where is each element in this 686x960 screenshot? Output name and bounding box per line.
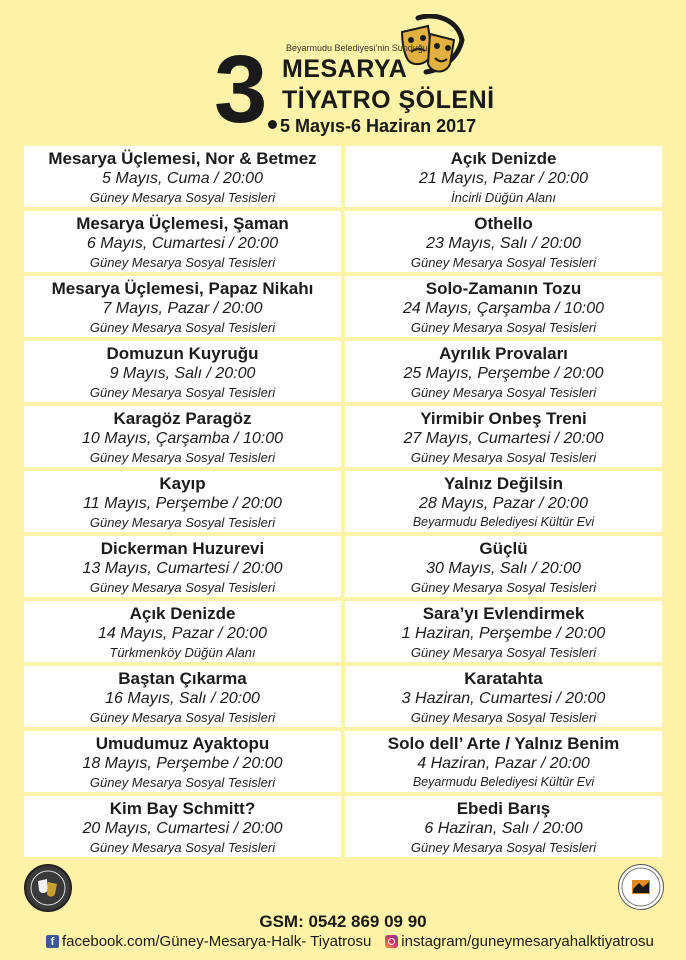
- play-venue: Güney Mesarya Sosyal Tesisleri: [410, 645, 597, 660]
- schedule-card: [345, 536, 662, 597]
- play-date-time: 20 Mayıs, Cumartesi / 20:00: [82, 820, 283, 837]
- play-venue: Güney Mesarya Sosyal Tesisleri: [89, 580, 276, 595]
- schedule-card: [24, 601, 341, 662]
- play-date-time: 6 Mayıs, Cumartesi / 20:00: [86, 235, 279, 252]
- play-date-time: 11 Mayıs, Perşembe / 20:00: [83, 495, 282, 512]
- play-venue: Güney Mesarya Sosyal Tesisleri: [410, 320, 597, 335]
- play-venue: Güney Mesarya Sosyal Tesisleri: [410, 840, 597, 855]
- schedule-card: [24, 276, 341, 337]
- play-title: Yalnız Değilsin: [443, 474, 564, 493]
- play-date-time: 27 Mayıs, Cumartesi / 20:00: [403, 430, 604, 447]
- municipality-seal: [618, 864, 664, 910]
- edition-dot: [268, 120, 277, 129]
- play-title: Ebedi Barış: [456, 799, 551, 818]
- play-date-time: 6 Haziran, Salı / 20:00: [424, 820, 583, 837]
- seal-icon: [619, 865, 663, 909]
- play-date-time: 3 Haziran, Cumartesi / 20:00: [401, 690, 606, 707]
- play-title: Karatahta: [464, 669, 543, 688]
- play-venue: Güney Mesarya Sosyal Tesisleri: [410, 385, 597, 400]
- play-title: Baştan Çıkarma: [118, 669, 247, 688]
- play-title: Açık Denizde: [129, 604, 236, 623]
- play-date-time: 28 Mayıs, Pazar / 20:00: [419, 495, 588, 512]
- play-venue: Güney Mesarya Sosyal Tesisleri: [89, 255, 276, 270]
- facebook-icon: f: [46, 935, 59, 948]
- play-venue: Beyarmudu Belediyesi Kültür Evi: [412, 775, 595, 789]
- play-title: Mesarya Üçlemesi, Nor & Betmez: [48, 149, 317, 168]
- instagram-icon: [385, 935, 398, 948]
- play-date-time: 21 Mayıs, Pazar / 20:00: [419, 170, 588, 187]
- play-venue: Güney Mesarya Sosyal Tesisleri: [89, 190, 276, 205]
- play-title: Mesarya Üçlemesi, Şaman: [76, 214, 289, 233]
- schedule-card: [345, 211, 662, 272]
- social-links: [46, 931, 654, 951]
- schedule-card: [345, 471, 662, 532]
- schedule-card: [345, 276, 662, 337]
- play-title: Dickerman Huzurevi: [100, 539, 265, 558]
- play-title: Domuzun Kuyruğu: [106, 344, 259, 363]
- play-title: Açık Denizde: [450, 149, 557, 168]
- play-venue: Beyarmudu Belediyesi Kültür Evi: [412, 515, 595, 529]
- gsm-contact: GSM: 0542 869 09 90: [259, 912, 427, 931]
- festival-title-line2: TİYATRO ŞÖLENİ: [282, 86, 495, 114]
- schedule-card: [24, 406, 341, 467]
- play-venue: Güney Mesarya Sosyal Tesisleri: [89, 775, 276, 790]
- schedule-card: [24, 536, 341, 597]
- play-date-time: 30 Mayıs, Salı / 20:00: [426, 560, 581, 577]
- play-title: Yirmibir Onbeş Treni: [420, 409, 587, 428]
- play-venue: Güney Mesarya Sosyal Tesisleri: [410, 580, 597, 595]
- poster-header: [0, 0, 686, 145]
- schedule-card: [24, 341, 341, 402]
- festival-dates: 5 Mayıs-6 Haziran 2017: [280, 116, 477, 136]
- schedule-card: [345, 601, 662, 662]
- play-title: Mesarya Üçlemesi, Papaz Nikahı: [51, 279, 314, 298]
- play-venue: Türkmenköy Düğün Alanı: [109, 645, 256, 660]
- play-venue: Güney Mesarya Sosyal Tesisleri: [410, 255, 597, 270]
- play-date-time: 1 Haziran, Perşembe / 20:00: [401, 625, 606, 642]
- play-title: Kayıp: [159, 474, 206, 493]
- play-venue: Güney Mesarya Sosyal Tesisleri: [89, 515, 276, 530]
- schedule-card: [24, 796, 341, 857]
- play-venue: Güney Mesarya Sosyal Tesisleri: [89, 710, 276, 725]
- theatre-group-logo: [24, 864, 72, 912]
- play-title: Umudumuz Ayaktopu: [95, 734, 270, 753]
- play-title: Güçlü: [479, 539, 528, 558]
- schedule-card: [24, 471, 341, 532]
- play-venue: Güney Mesarya Sosyal Tesisleri: [89, 450, 276, 465]
- schedule-card: [345, 731, 662, 792]
- play-date-time: 24 Mayıs, Çarşamba / 10:00: [403, 300, 604, 317]
- play-date-time: 4 Haziran, Pazar / 20:00: [417, 755, 590, 772]
- play-title: Solo dell’ Arte / Yalnız Benim: [387, 734, 620, 753]
- schedule-card: [24, 211, 341, 272]
- play-title: Ayrılık Provaları: [439, 344, 568, 363]
- play-title: Karagöz Paragöz: [113, 409, 252, 428]
- play-date-time: 25 Mayıs, Perşembe / 20:00: [403, 365, 604, 382]
- festival-title-line1: MESARYA: [282, 55, 408, 83]
- play-date-time: 5 Mayıs, Cuma / 20:00: [102, 170, 263, 187]
- logo-masks-icon: [26, 866, 70, 910]
- play-date-time: 7 Mayıs, Pazar / 20:00: [102, 300, 263, 317]
- schedule-card: [24, 731, 341, 792]
- play-title: Othello: [474, 214, 533, 233]
- play-title: Solo-Zamanın Tozu: [425, 279, 582, 298]
- instagram-link[interactable]: instagram/guneymesaryahalktiyatrosu: [401, 932, 654, 950]
- play-venue: Güney Mesarya Sosyal Tesisleri: [89, 385, 276, 400]
- facebook-link[interactable]: facebook.com/Güney-Mesarya-Halk- Tiyatrosu: [62, 932, 372, 950]
- schedule-card: [345, 146, 662, 207]
- schedule-card: [24, 146, 341, 207]
- edition-number: 3: [214, 36, 266, 143]
- presenter-text: Beyarmudu Belediyesi'nin Sunduğu: [286, 43, 428, 53]
- schedule-card: [24, 666, 341, 727]
- play-venue: Güney Mesarya Sosyal Tesisleri: [89, 320, 276, 335]
- play-title: Sara’yı Evlendirmek: [422, 604, 585, 623]
- play-venue: Güney Mesarya Sosyal Tesisleri: [410, 710, 597, 725]
- play-venue: Güney Mesarya Sosyal Tesisleri: [89, 840, 276, 855]
- play-date-time: 9 Mayıs, Salı / 20:00: [109, 365, 256, 382]
- play-venue: Güney Mesarya Sosyal Tesisleri: [410, 450, 597, 465]
- play-title: Kim Bay Schmitt?: [109, 799, 256, 818]
- schedule-card: [345, 406, 662, 467]
- play-venue: İncirli Düğün Alanı: [450, 190, 556, 205]
- play-date-time: 23 Mayıs, Salı / 20:00: [426, 235, 581, 252]
- play-date-time: 16 Mayıs, Salı / 20:00: [105, 690, 260, 707]
- play-date-time: 14 Mayıs, Pazar / 20:00: [98, 625, 267, 642]
- schedule-card: [345, 666, 662, 727]
- schedule-card: [345, 341, 662, 402]
- play-date-time: 10 Mayıs, Çarşamba / 10:00: [82, 430, 283, 447]
- play-date-time: 18 Mayıs, Perşembe / 20:00: [82, 755, 283, 772]
- schedule-card: [345, 796, 662, 857]
- play-date-time: 13 Mayıs, Cumartesi / 20:00: [82, 560, 283, 577]
